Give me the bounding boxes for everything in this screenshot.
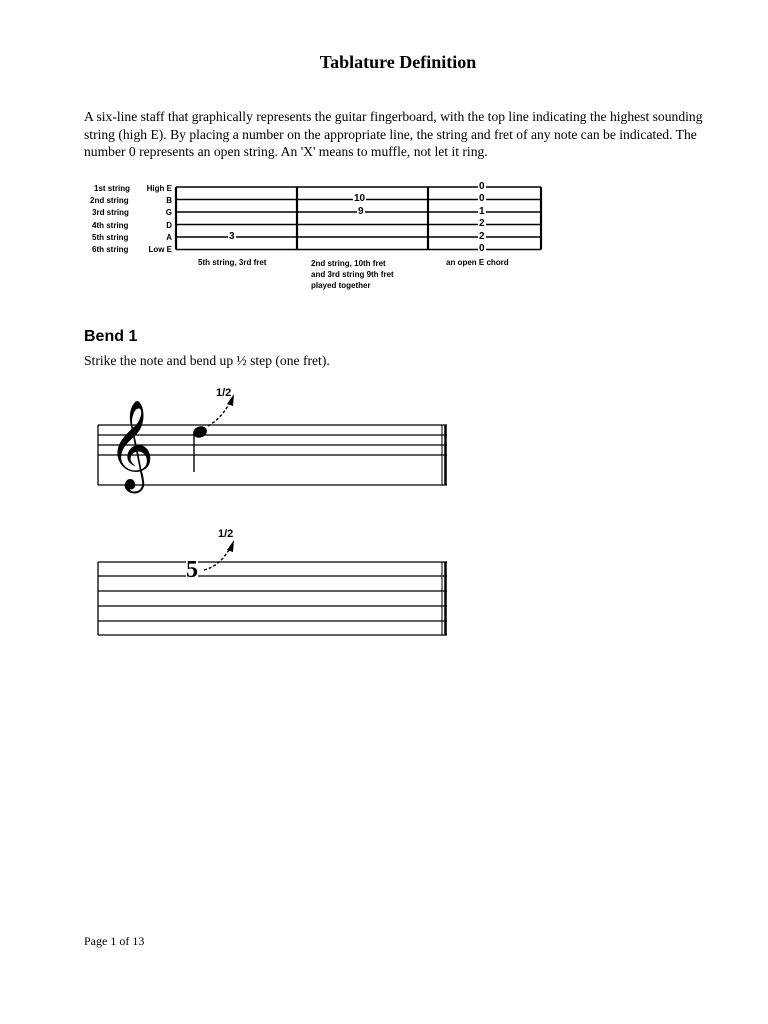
measure3-fret-string6: 0 — [479, 243, 485, 254]
string-label-1: 1st string — [94, 184, 131, 193]
page-title: Tablature Definition — [319, 52, 477, 72]
note-label-g: G — [165, 208, 172, 217]
string-label-6: 6th string — [92, 245, 129, 254]
measure3-fret-string3: 1 — [479, 206, 485, 217]
caption-measure2 — [311, 258, 394, 291]
string-label-3: 3rd string — [92, 208, 129, 217]
treble-clef-icon: 𝄞 — [108, 400, 155, 490]
tab-fret-number: 5 — [186, 557, 198, 583]
music-notation — [90, 382, 460, 642]
measure3-fret-string4: 2 — [479, 218, 485, 229]
measure3-fret-string5: 2 — [479, 231, 485, 242]
caption-measure2-line3: played together — [311, 281, 371, 290]
caption-measure2-line2: and 3rd string 9th fret — [311, 270, 394, 279]
note-label-low-e: Low E — [148, 245, 172, 254]
measure2-fret-string2: 10 — [354, 193, 366, 204]
string-label-4: 4th string — [92, 221, 129, 230]
note-label-b: B — [166, 196, 172, 205]
bend-label-staff: 1/2 — [216, 387, 232, 399]
caption-measure2-line1: 2nd string, 10th fret — [311, 259, 386, 268]
page-footer: Page 1 of 13 — [84, 934, 145, 948]
note-label-a: A — [166, 233, 172, 242]
caption-measure1: 5th string, 3rd fret — [198, 258, 267, 267]
section-heading: Bend 1 — [84, 328, 138, 345]
caption-measure3: an open E chord — [446, 258, 509, 267]
bend-arrow-staff — [208, 402, 230, 426]
string-label-2: 2nd string — [90, 196, 129, 205]
bend-arrow-tab — [204, 548, 230, 570]
intro-paragraph: A six-line staff that graphically represents the guitar fingerboard, with the top line indicating the highest sounding string (high E). By placing a number on the appropriate line, the string and fret of any note can be indicated. The number 0 represents an open string. An 'X' means to muffle, not let it ring. — [84, 109, 703, 159]
string-label-5: 5th string — [92, 233, 129, 242]
measure2-fret-string3: 9 — [358, 206, 364, 217]
section-description: Strike the note and bend up ½ step (one fret). — [84, 353, 330, 368]
tablature-diagram — [80, 180, 550, 300]
note-label-high-e: High E — [146, 184, 172, 193]
measure3-fret-string2: 0 — [479, 193, 485, 204]
measure1-fret: 3 — [229, 231, 235, 242]
bend-label-tab: 1/2 — [218, 528, 234, 540]
bend-arrowhead-tab — [227, 540, 234, 552]
note-label-d: D — [166, 221, 172, 230]
measure3-fret-string1: 0 — [479, 181, 485, 192]
